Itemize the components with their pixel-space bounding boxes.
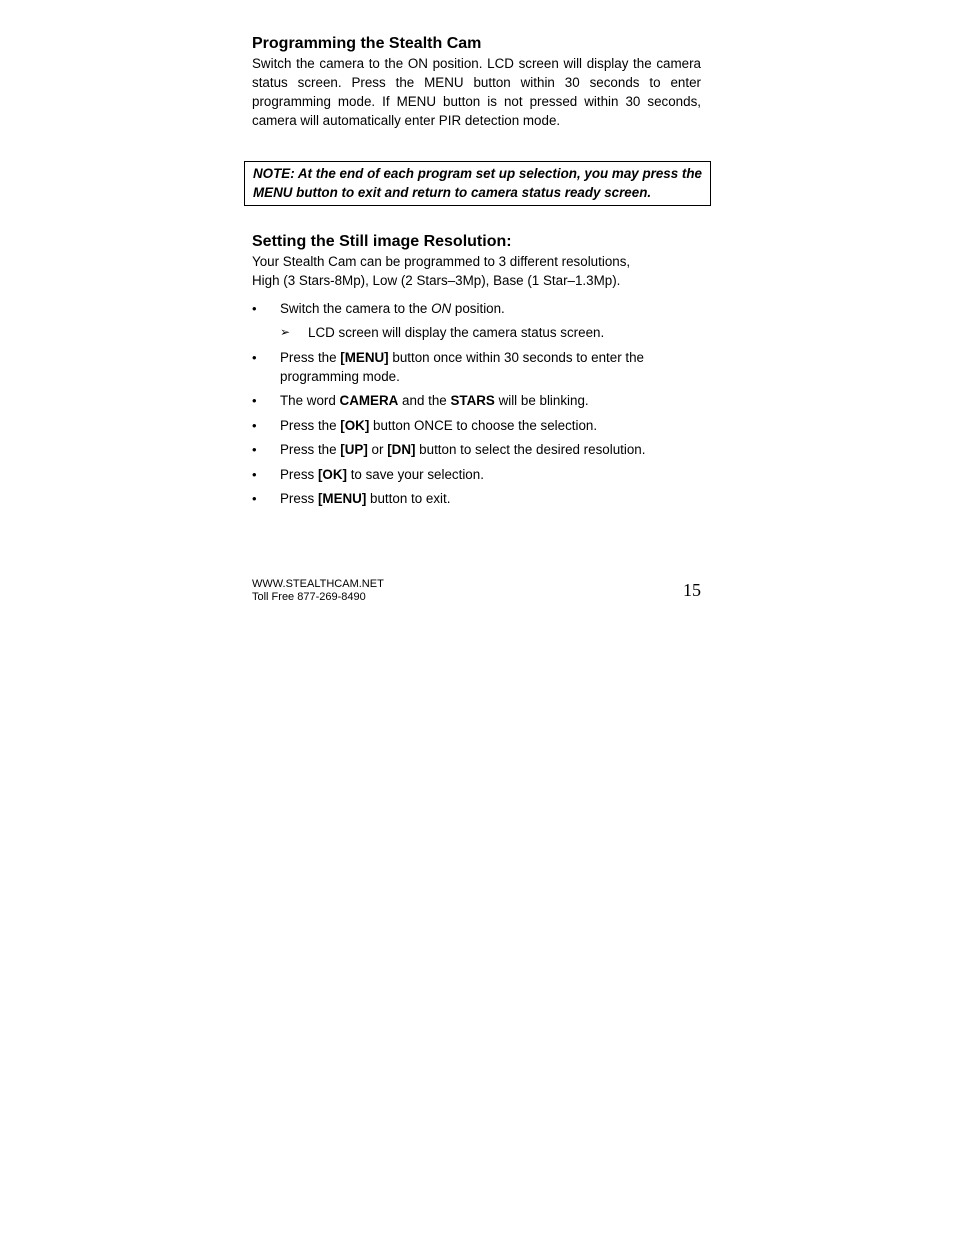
steps-list [252,299,701,508]
bullet-icon: • [252,442,257,457]
note-box: NOTE: At the end of each program set up selection, you may press the MENU button to exit and return to camera status ready screen. [244,161,711,206]
bullet-icon: • [252,417,257,433]
footer-contact [252,578,384,604]
list-item: • Press the [MENU] button once within 30 seconds to enter the programming mode. [252,349,644,384]
section-body: Switch the camera to the ON position. LCD screen will display the camera status screen. Press the MENU button within 30 seconds to enter programming mode. If MENU button is not pressed within 30 seconds, camera will automatically enter PIR detection mode. [252,56,701,128]
intro-line: High (3 Stars-8Mp), Low (2 Stars–3Mp), Base (1 Star–1.3Mp). [252,273,621,288]
footer-website: WWW.STEALTHCAM.NET [252,578,384,590]
list-item: • The word CAMERA and the STARS will be blinking. [252,393,589,408]
section-heading: Programming the Stealth Cam [252,35,482,52]
arrow-bullet-icon: ➢ [280,325,291,339]
list-item: • Press the [OK] button ONCE to choose the selection. [252,417,598,433]
bullet-icon: • [252,466,257,482]
section-programming [252,34,701,130]
list-item: • Press the [UP] or [DN] button to select the desired resolution. [252,442,646,457]
bullet-icon: • [252,393,257,408]
intro-line: Your Stealth Cam can be programmed to 3 different resolutions, [252,254,631,269]
bullet-icon: • [252,349,257,365]
section-resolution [252,232,701,514]
list-item: • Press [MENU] button to exit. [252,491,451,506]
section-heading: Setting the Still image Resolution: [252,233,512,250]
list-item: • Switch the camera to the ON position. ➢ LCD screen will display the camera status screen. [252,299,701,342]
bullet-icon: • [252,301,257,316]
footer-phone: Toll Free 877-269-8490 [252,591,366,603]
sub-list-item: ➢ LCD screen will display the camera status screen. [280,325,605,340]
page-footer [252,578,701,608]
bullet-icon: • [252,491,257,506]
page-number: 15 [683,580,701,600]
list-item: • Press [OK] to save your selection. [252,466,484,482]
